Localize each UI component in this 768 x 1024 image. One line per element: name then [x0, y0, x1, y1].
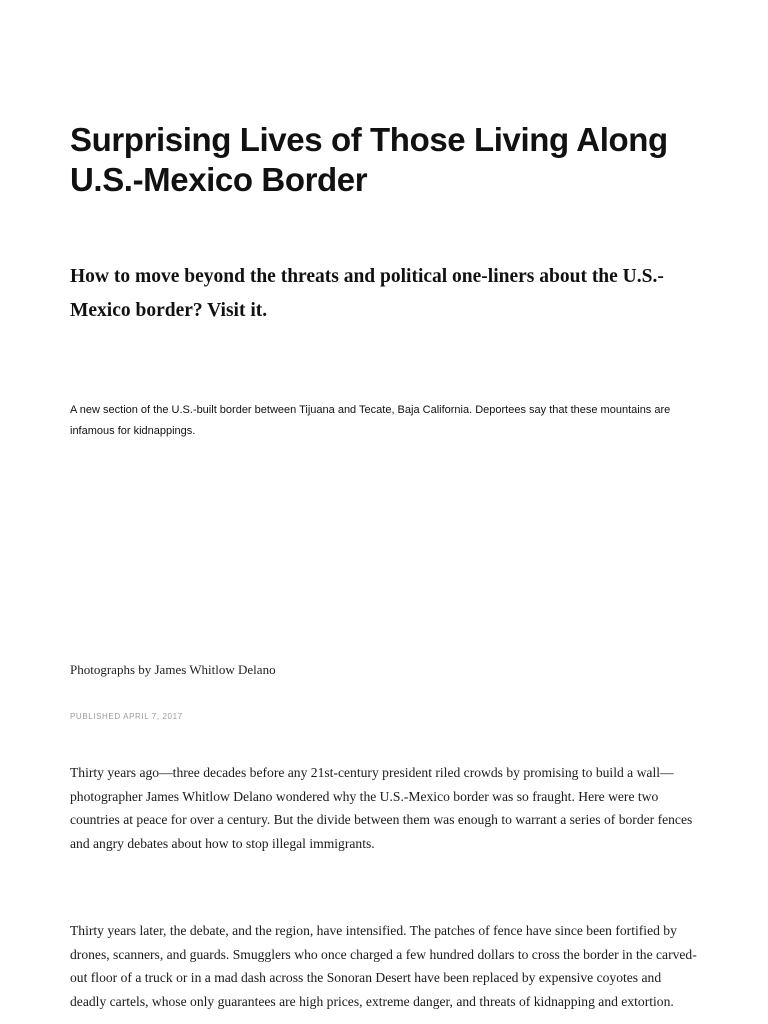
article-dek: How to move beyond the threats and political one-liners about the U.S.-Mexico border? Visit it. [70, 266, 664, 321]
publish-date: PUBLISHED APRIL 7, 2017 [70, 712, 183, 721]
article-title: Surprising Lives of Those Living Along U.S.-Mexico Border [70, 121, 668, 198]
body-paragraph: Thirty years ago—three decades before any 21st-century president riled crowds by promising to build a wall—photographer James Whitlow Delano wondered why the U.S.-Mexico border was so fraught. Here were two countries at peace for over a century. But the divide between them was enough to warrant a series of border fences and angry debates about how to stop illegal immigrants. [70, 765, 693, 851]
photo-credit: Photographs by James Whitlow Delano [70, 662, 276, 677]
photo-caption: A new section of the U.S.-built border between Tijuana and Tecate, Baja California. Deportees say that these mountains are infamous for kidnappings. [70, 404, 671, 437]
body-paragraph: Thirty years later, the debate, and the region, have intensified. The patches of fence have since been fortified by drones, scanners, and guards. Smugglers who once charged a few hundred dollars to cross the border in the carved-out floor of a truck or in a mad dash across the Sonoran Desert have been replaced by expensive coyotes and deadly cartels, whose only guarantees are high prices, extreme danger, and threats of kidnapping and extortion. [70, 923, 697, 1009]
